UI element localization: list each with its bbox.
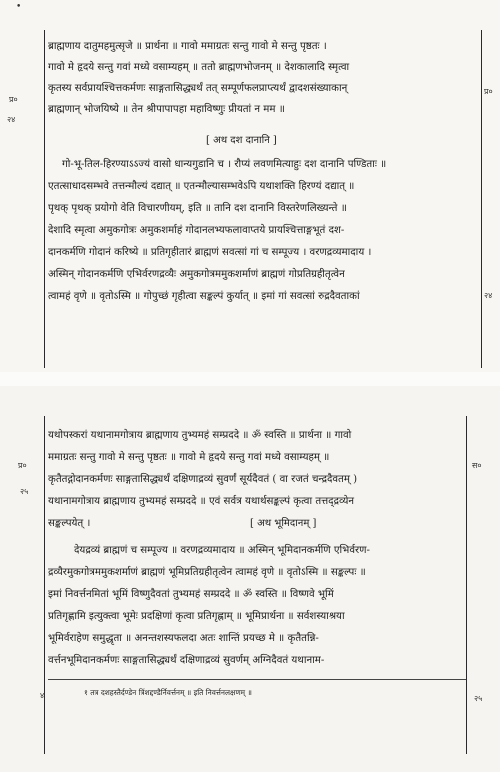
- bottom-text-line: ममाग्रतः सन्तु गावो मे सन्तु पृष्ठतः ॥ गावो मे हृदये सन्तु गवां मध्ये वसाम्यहम् ॥: [48, 452, 330, 463]
- top-text-line: ब्राह्मणान् भोजयिष्ये ॥ तेन श्रीपापापहा महाविष्णुः प्रीयतां न मम ॥: [48, 104, 285, 115]
- bottom-margin-left-mark: ४: [40, 691, 45, 700]
- top-text-line: पृथक् पृथक् प्रयोगो वेति विचारणीयम्, इति ॥ तानि दश दानानि विस्तरेणलिख्यन्ते ॥: [48, 203, 347, 214]
- bottom-text-line: यथानामगोत्राय ब्राह्मणाय तुभ्यमहं सम्प्रददे ॥ एवं सर्वत्र यथार्थसङ्कल्पं कृत्वा तत्तद्द्रव्येन: [48, 496, 355, 507]
- bottom-text-line: देयद्रव्यं ब्राह्मणं च सम्पूज्य ॥ वरणद्रव्यमादाय ॥ अस्मिन् भूमिदानकर्मणि एभिर्वरण-: [74, 545, 370, 556]
- top-text-line: त्वामहं वृणे ॥ वृतोऽस्मि ॥ गोपुच्छं गृहीत्वा सङ्कल्पं कुर्यात् ॥ इमां गां सवत्सां रुद्रदैवताकां: [48, 291, 360, 302]
- top-text-line: ब्राह्मणाय दातुमहमुत्सृजे ॥ प्रार्थना ॥ गावो ममाग्रतः सन्तु गावो मे सन्तु पृष्ठतः ।: [48, 41, 327, 52]
- footnote-rule: [48, 679, 466, 680]
- top-page-mark: •: [16, 2, 22, 12]
- top-section-heading: [ अथ दश दानानि ]: [206, 135, 277, 146]
- bottom-text-line: यथोपस्करां यथानामगोत्राय ब्राह्मणाय तुभ्यमहं सम्प्रददे ॥ ॐ स्वस्ति ॥ प्रार्थना ॥ गावो: [48, 430, 352, 441]
- bottom-text-line: इमां निवर्त्तनमितां भूमिं विष्णुदैवतां तुभ्यमहं सम्प्रददे ॥ ॐ स्वस्ति ॥ विष्णवे भूमिं: [48, 589, 334, 600]
- top-margin-right-num: २४: [484, 291, 493, 300]
- bottom-page-scan: [0, 386, 500, 772]
- bottom-section-heading: [ अथ भूमिदानम् ]: [250, 518, 317, 529]
- bottom-text-line: वर्त्तनभूमिदानकर्मणः साङ्गतासिद्ध्यर्थं दक्षिणाद्रव्यं सुवर्णम् अग्निदैवतं यथानाम-: [48, 655, 325, 666]
- footnote: १ तत्र दशहस्तैर्दण्डेन त्रिंशद्दण्डैर्निवर्त्तनम् ॥ इति निवर्त्तनलक्षणम् ॥: [84, 688, 252, 697]
- top-text-line: गो-भू-तिल-हिरण्याऽऽज्यं वासो धान्यगुडानि च । रौप्यं लवणमित्याहुः दश दानानि पण्डिताः ॥: [62, 159, 387, 170]
- bottom-margin-right-ref: स०: [472, 461, 482, 470]
- bottom-text-line: कृतैतद्गोदानकर्मणः साङ्गतासिद्ध्यर्थं दक्षिणाद्रव्यं सुवर्णं सूर्यदैवतं ( वा रजतं चन्द्रदैवतम् ): [48, 474, 358, 485]
- top-text-line: कृतस्य सर्वप्रायश्चित्तकर्मणः साङ्गतासिद्ध्यर्थं तत् सम्पूर्णफलप्राप्त्यर्थं द्वादशसंख्याकान्: [48, 83, 348, 94]
- top-text-line: गावो मे हृदये सन्तु गवां मध्ये वसाम्यहम् ॥ ततो ब्राह्मणभोजनम् ॥ देशकालादि स्मृत्वा: [48, 62, 350, 73]
- top-right-rule: [481, 30, 482, 368]
- top-text-line: दानकर्मणि गोदानं करिष्ये ॥ प्रतिगृहीतारं ब्राह्मणं सवत्सां गां च सम्पूज्य । वरणद्रव्यमादाय ।: [48, 247, 372, 258]
- bottom-text-line: सङ्कल्पयेत् ।: [48, 518, 91, 529]
- top-margin-left-num: २४: [7, 115, 16, 124]
- bottom-left-rule: [44, 416, 45, 754]
- bottom-text-line: भूमिर्वराहेण समुद्धृता ॥ अनन्तशस्यफलदा अतः शान्तिं प्रयच्छ मे ॥ कृतैतन्नि-: [48, 633, 319, 644]
- bottom-text-line: द्रव्यैरमुकगोत्रममुकशर्माणं ब्राह्मणं भूमिप्रतिग्रहीतृत्वेन त्वामहं वृणे ॥ वृतोऽस्मि ॥ सङ्कल्पः ॥: [48, 567, 366, 578]
- bottom-margin-right-num: २५: [474, 694, 483, 703]
- bottom-margin-left-num: २५: [20, 487, 29, 496]
- top-text-line: एतत्साधादसम्भवे तत्तन्मौल्यं दद्यात् ॥ एतन्मौल्यासम्भवेऽपि यथाशक्ति हिरण्यं दद्यात् ॥: [48, 181, 355, 192]
- bottom-text-line: प्रतिगृह्णामि इत्युक्त्वा भूमेः प्रदक्षिणां कृत्वा प्रतिगृह्णाम् ॥ भूमिप्रार्थना ॥ सर्वशस्याश्रया: [48, 611, 345, 622]
- page-separator: [0, 372, 500, 386]
- top-page-scan: [0, 0, 500, 372]
- top-margin-left-ref: प्र०: [9, 95, 18, 104]
- top-text-line: अस्मिन् गोदानकर्मणि एभिर्वरणद्रव्यैः अमुकगोत्रममुकशर्माणं ब्राह्मणं गोप्रतिग्रहीतृत्वेन: [48, 269, 345, 280]
- bottom-right-rule: [466, 416, 467, 754]
- top-left-rule: [44, 30, 45, 368]
- top-margin-right-ref: प्र०: [484, 87, 493, 96]
- top-text-line: देशादि स्मृत्वा अमुकगोत्रः अमुकशर्माहं गोदानलभ्यफलावाप्तये प्रायश्चित्ताङ्गभूतं दश-: [48, 225, 345, 236]
- bottom-margin-left-ref: प्र०: [18, 461, 27, 470]
